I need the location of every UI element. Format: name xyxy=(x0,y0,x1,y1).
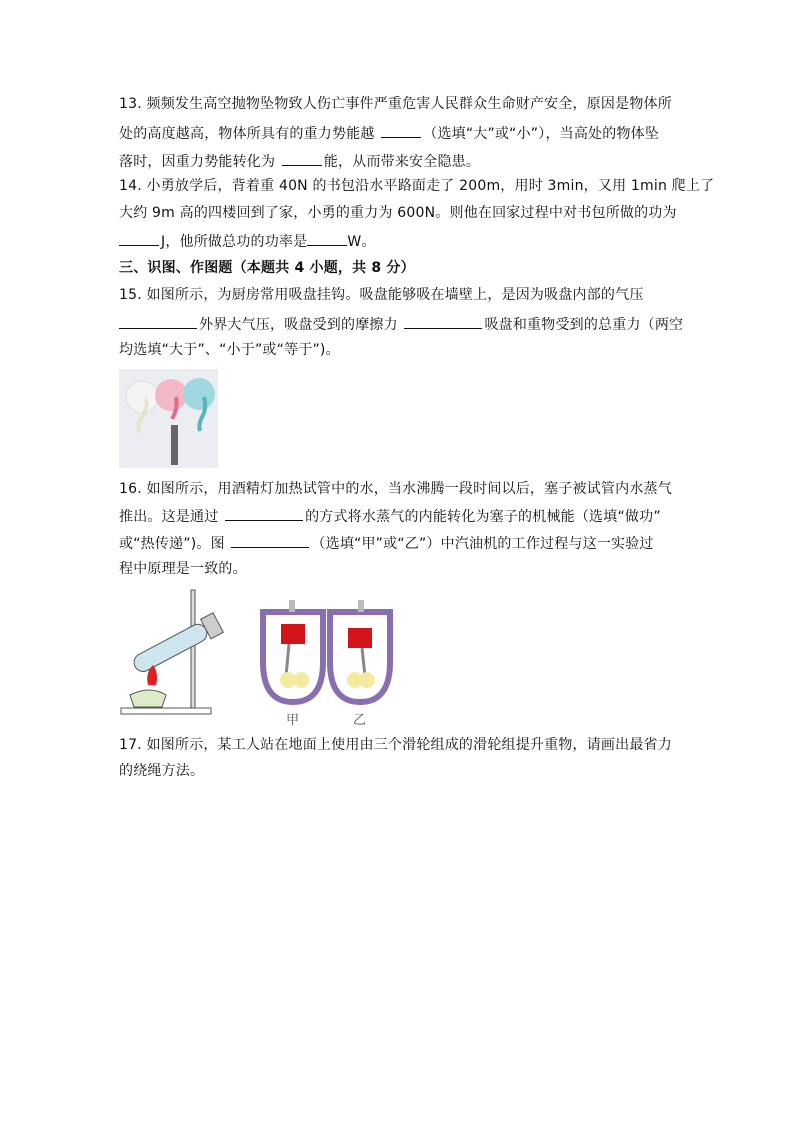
text: 吸盘和重物受到的总重力（两空 xyxy=(484,317,684,333)
q16-line2 xyxy=(119,506,661,526)
caption-jia: 甲 xyxy=(286,713,300,728)
answer-blank[interactable] xyxy=(381,123,421,138)
text: 或“热传递”)。图 xyxy=(119,536,230,552)
q14-line2: 大约 9m 高的四楼回到了家，小勇的重力为 600N。则他在回家过程中对书包所做的功为 xyxy=(119,205,677,221)
answer-blank[interactable] xyxy=(231,533,309,548)
text: J，他所做总功的功率是 xyxy=(161,234,308,250)
answer-blank[interactable] xyxy=(225,506,303,521)
q13-line2 xyxy=(119,123,659,143)
text: 处的高度越高，物体所具有的重力势能越 xyxy=(119,126,380,142)
suction-hooks-image xyxy=(119,369,218,468)
answer-blank[interactable] xyxy=(404,314,482,329)
q16-line3 xyxy=(119,533,654,553)
q15-line1: 15. 如图所示，为厨房常用吸盘挂钩。吸盘能够吸在墙壁上，是因为吸盘内部的气压 xyxy=(119,287,644,303)
q16-line1: 16. 如图所示，用酒精灯加热试管中的水，当水沸腾一段时间以后，塞子被试管内水蒸气 xyxy=(119,481,672,497)
q16-line4: 程中原理是一致的。 xyxy=(119,561,247,577)
answer-blank[interactable] xyxy=(307,231,347,246)
text: 的方式将水蒸气的内能转化为塞子的机械能（选填“做功” xyxy=(305,509,661,525)
answer-blank[interactable] xyxy=(119,314,197,329)
q15-line3: 均选填“大于”、“小于”或“等于”)。 xyxy=(119,342,340,358)
engine-jia-figure xyxy=(258,598,328,706)
q17-line1: 17. 如图所示，某工人站在地面上使用由三个滑轮组成的滑轮组提升重物，请画出最省力 xyxy=(119,737,672,753)
q17-line2: 的绕绳方法。 xyxy=(119,763,205,779)
q13-line1: 13. 频频发生高空抛物坠物致人伤亡事件严重危害人民群众生命财产安全，原因是物体所 xyxy=(119,96,672,112)
text: 外界大气压，吸盘受到的摩擦力 xyxy=(199,317,403,333)
answer-blank[interactable] xyxy=(282,151,322,166)
q14-line3 xyxy=(119,231,376,251)
text: W。 xyxy=(347,234,376,250)
q15-line2 xyxy=(119,314,683,334)
text: 推出。这是通过 xyxy=(119,509,224,525)
text: 落时，因重力势能转化为 xyxy=(119,154,280,170)
text: （选填“甲”或“乙”）中汽油机的工作过程与这一实验过 xyxy=(311,536,654,552)
answer-blank[interactable] xyxy=(119,231,159,246)
section-heading: 三、识图、作图题（本题共 4 小题，共 8 分） xyxy=(119,260,415,276)
engine-yi-figure xyxy=(325,598,395,706)
q13-line3 xyxy=(119,151,480,171)
text: （选填“大”或“小”），当高处的物体坠 xyxy=(423,126,660,142)
q14-line1: 14. 小勇放学后，背着重 40N 的书包沿水平路面走了 200m，用时 3min，又用 1min 爬上了 xyxy=(119,178,715,194)
test-tube-experiment-figure xyxy=(118,585,248,720)
text: 能，从而带来安全隐患。 xyxy=(323,154,481,170)
caption-yi: 乙 xyxy=(353,713,367,728)
